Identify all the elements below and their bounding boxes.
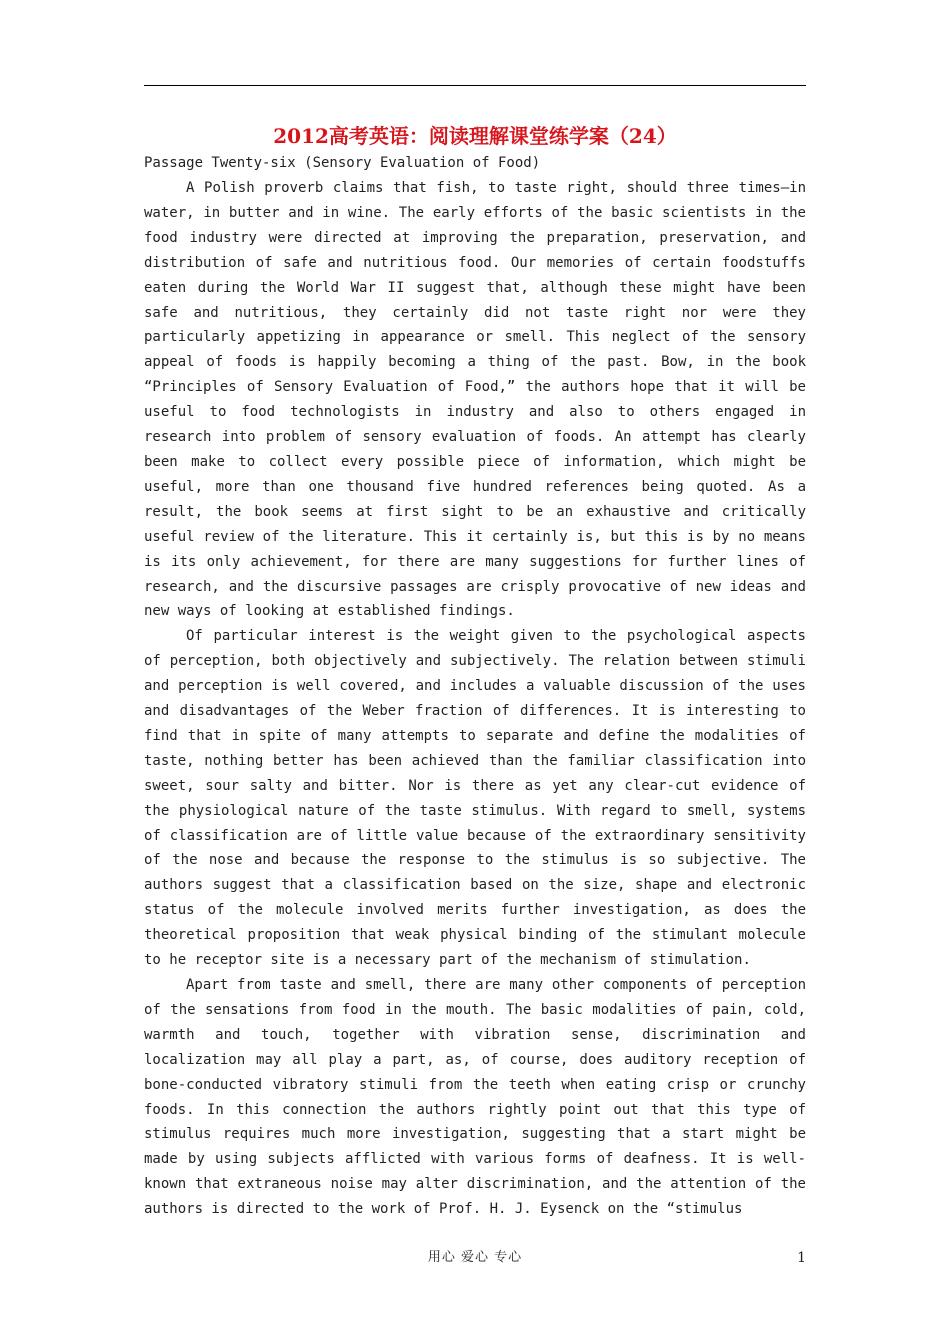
footer-motto: 用心 爱心 专心 bbox=[427, 1250, 523, 1265]
passage-body bbox=[144, 176, 806, 1222]
paragraph-3: Apart from taste and smell, there are many other components of perception of the sensations from food in the mouth. The basic modalities of pain, cold, warmth and touch, together with vibration sense, discrimination and localization may all play a part, as, of course, does auditory reception of bone-conducted vibratory stimuli from the teeth when eating crisp or crunchy foods. In this connection the authors rightly point out that this type of stimulus requires much more investigation, suggesting that a start might be made by using subjects afflicted with various forms of deafness. It is well-known that extraneous noise may alter discrimination, and the attention of the authors is directed to the work of Prof. H. J. Eysenck on the “stimulus bbox=[144, 977, 806, 1218]
paragraph-1: A Polish proverb claims that fish, to taste right, should three times—in water, in butter and in wine. The early efforts of the basic scientists in the food industry were directed at improving the preparation, preservation, and distribution of safe and nutritious food. Our memories of certain foodstuffs eaten during the World War II suggest that, although these might have been safe and nutritious, they certainly did not taste right nor were they particularly appetizing in appearance or smell. This neglect of the sensory appeal of foods is happily becoming a thing of the past. Bow, in the book “Principles of Sensory Evaluation of Food,” the authors hope that it will be useful to food technologists in industry and also to others engaged in research into problem of sensory evaluation of foods. An attempt has clearly been make to collect every possible piece of information, which might be useful, more than one thousand five hundred references being quoted. As a result, the book seems at first sight to be an exhaustive and critically useful review of the literature. This it certainly is, but this is by no means is its only achievement, for there are many suggestions for further lines of research, and the discursive passages are crisply provocative of new ideas and new ways of looking at established findings. bbox=[144, 180, 806, 620]
paragraph-2: Of particular interest is the weight given to the psychological aspects of perception, both objectively and subjectively. The relation between stimuli and perception is well covered, and includes a valuable discussion of the uses and disadvantages of the Weber fraction of differences. It is interesting to find that in spite of many attempts to separate and define the modalities of taste, nothing better has been achieved than the familiar classification into sweet, sour salty and bitter. Nor is there as yet any clear-cut evidence of the physiological nature of the taste stimulus. With regard to smell, systems of classification are of little value because of the extraordinary sensitivity of the nose and because the response to the stimulus is so subjective. The authors suggest that a classification based on the size, shape and electronic status of the molecule involved merits further investigation, as does the theoretical proposition that weak physical binding of the stimulant molecule to he receptor site is a necessary part of the mechanism of stimulation. bbox=[144, 628, 806, 969]
passage-heading: Passage Twenty-six (Sensory Evaluation of Food) bbox=[144, 155, 541, 171]
header-rule bbox=[144, 85, 806, 86]
document-title: 2012高考英语：阅读理解课堂练学案（24） bbox=[273, 124, 677, 148]
page-number: 1 bbox=[797, 1250, 806, 1266]
